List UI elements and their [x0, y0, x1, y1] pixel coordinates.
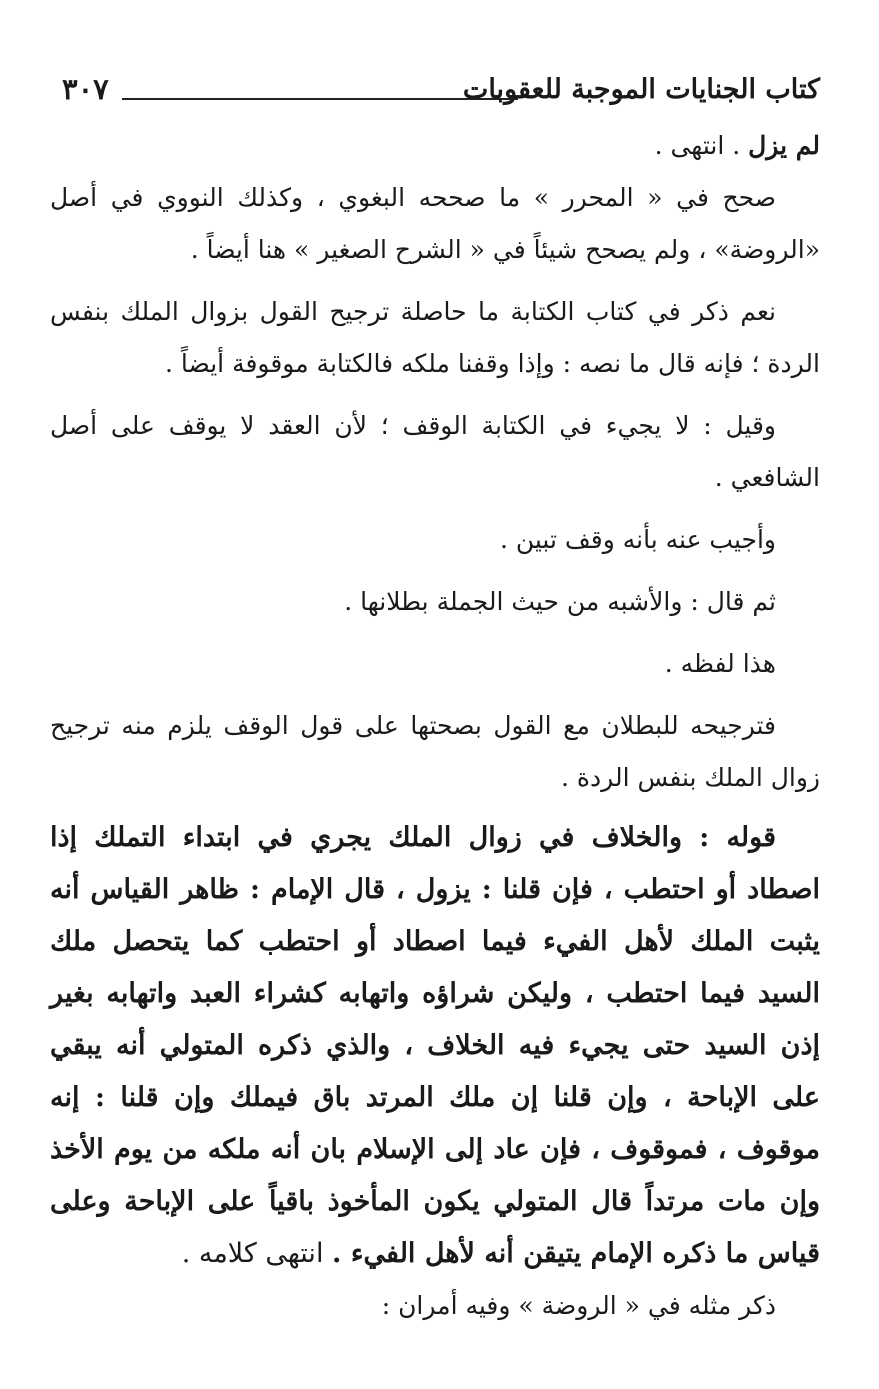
paragraph-9-bold: قوله : والخلاف في زوال الملك يجري في ابتداء التملك إذا اصطاد أو احتطب ، فإن قلنا : يزول ، قال الإمام : ظاهر القياس أنه يثبت الملك لأهل الفيء فيما اصطاد أو احتطب كما يتحصل ملك السيد فيما احتطب ، وليكن شراؤه واتهابه كشراء العبد واتهابه بغير إذن السيد حتى يجيء فيه الخلاف ، والذي ذكره المتولي أنه يبقي على الإباحة ، وإن قلنا إن ملك المرتد باق فيملك وإن قلنا : إنه موقوف ، فموقوف ، فإن عاد إلى الإسلام بان أنه ملكه من يوم الأخذ وإن مات مرتداً قال المتولي يكون المأخوذ باقياً على الإباحة وعلى قياس ما ذكره الإمام يتيقن أنه لأهل الفيء .: [50, 822, 820, 1269]
paragraph-7: هذا لفظه .: [664, 649, 776, 678]
paragraph-9-rest: انتهى كلامه .: [181, 1238, 333, 1269]
paragraph-8: فترجيحه للبطلان مع القول بصحتها على قول الوقف يلزم منه ترجيح زوال الملك بنفس الردة .: [50, 711, 820, 792]
paragraph-2: صحح في « المحرر » ما صححه البغوي ، وكذلك النووي في أصل «الروضة» ، ولم يصحح شيئاً في « الشرح الصغير » هنا أيضاً .: [50, 183, 820, 264]
paragraph-5: وأجيب عنه بأنه وقف تبين .: [499, 525, 776, 554]
paragraph-9: [50, 812, 820, 1280]
paragraph-10: ذكر مثله في « الروضة » وفيه أمران :: [381, 1291, 776, 1320]
paragraph-1-bold: لم يزل: [748, 131, 820, 160]
document-page: [50, 70, 820, 1332]
header-rule: [122, 98, 518, 100]
paragraph-1: [50, 120, 820, 172]
page-header: [50, 70, 820, 120]
paragraph-1-rest: . انتهى .: [654, 131, 749, 160]
paragraph-3: نعم ذكر في كتاب الكتابة ما حاصلة ترجيح القول بزوال الملك بنفس الردة ؛ فإنه قال ما نصه : وإذا وقفنا ملكه فالكتابة موقوفة أيضاً .: [50, 297, 820, 378]
page-number: ٣٠٧: [62, 72, 109, 106]
paragraph-6: ثم قال : والأشبه من حيث الجملة بطلانها .: [344, 587, 776, 616]
running-title: كتاب الجنايات الموجبة للعقوبات: [462, 74, 820, 105]
paragraph-4: وقيل : لا يجيء في الكتابة الوقف ؛ لأن العقد لا يوقف على أصل الشافعي .: [50, 411, 820, 492]
